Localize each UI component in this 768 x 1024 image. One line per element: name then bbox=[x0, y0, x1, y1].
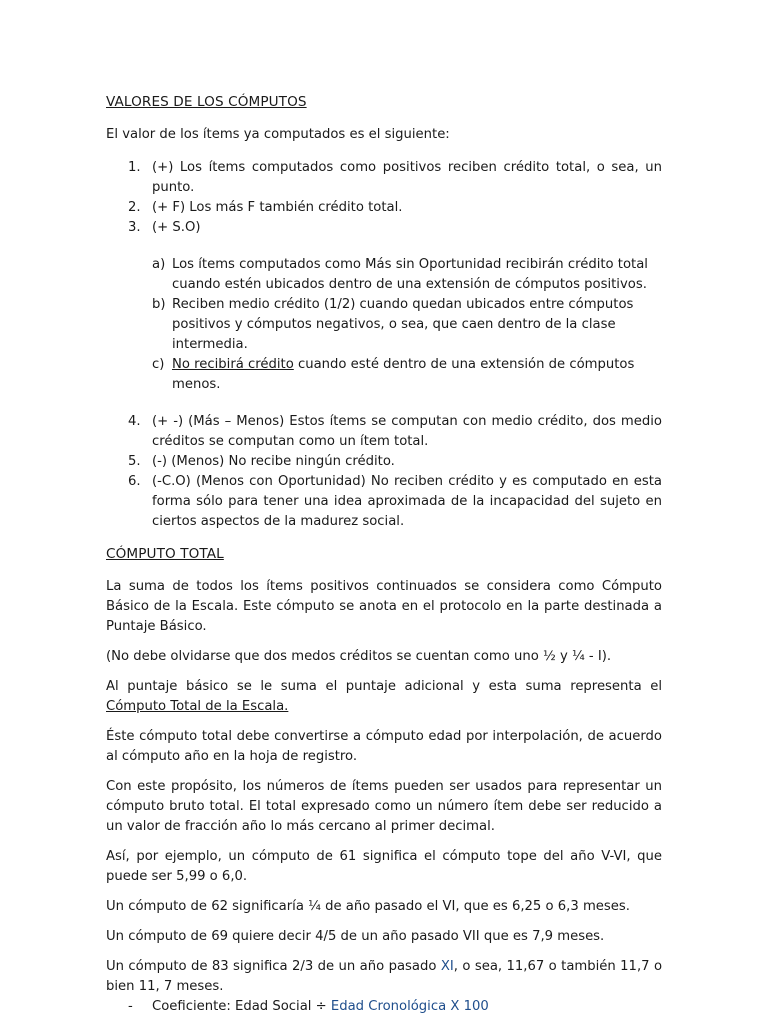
no-credit-underline: No recibirá crédito bbox=[172, 357, 294, 372]
values-list-continued bbox=[106, 412, 662, 532]
dash-bullet: - bbox=[128, 999, 133, 1014]
list-item: 1. (+) Los ítems computados como positivos reciben crédito total, o sea, un punto. bbox=[128, 160, 662, 195]
list-item: 5. (-) (Menos) No recibe ningún crédito. bbox=[128, 454, 395, 469]
formula-line: - Coeficiente: Edad Social ÷ Edad Cronológica X 100 bbox=[106, 997, 662, 1017]
paragraph: Un cómputo de 83 significa 2/3 de un año pasado XI, o sea, 11,67 o también 11,7 o bien 11, 7 meses. bbox=[106, 959, 663, 994]
paragraph: Un cómputo de 62 significaría ¼ de año pasado el VI, que es 6,25 o 6,3 meses. bbox=[106, 899, 630, 914]
list-item: 6. (-C.O) (Menos con Oportunidad) No reciben crédito y es computado en esta forma sólo para tener una idea aproximada de la incapacidad del sujeto en ciertos aspectos de la madurez social. bbox=[128, 474, 662, 529]
paragraph: Así, por ejemplo, un cómputo de 61 significa el cómputo tope del año V-VI, que puede ser 5,99 o 6,0. bbox=[106, 849, 662, 884]
paragraph: Al puntaje básico se le suma el puntaje adicional y esta suma representa el Cómputo Total de la Escala. bbox=[106, 679, 662, 714]
paragraph: (No debe olvidarse que dos medos créditos se cuentan como uno ½ y ¼ - I). bbox=[106, 649, 612, 664]
sub-list bbox=[106, 255, 662, 395]
computo-total-underline: Cómputo Total de la Escala. bbox=[106, 699, 289, 714]
list-item: c) No recibirá crédito cuando esté dentro de una extensión de cómputos menos. bbox=[152, 357, 635, 392]
intro-paragraph: El valor de los ítems ya computados es el siguiente: bbox=[106, 127, 450, 142]
document-page bbox=[106, 92, 662, 1017]
paragraph: Éste cómputo total debe convertirse a cómputo edad por interpolación, de acuerdo al cómputo año en la hoja de registro. bbox=[106, 729, 662, 764]
section-title-valores: VALORES DE LOS CÓMPUTOS bbox=[106, 94, 307, 110]
division-sign: ÷ bbox=[315, 999, 327, 1014]
list-item: 3. (+ S.O) bbox=[128, 220, 201, 235]
paragraph: Con este propósito, los números de ítems pueden ser usados para representar un cómputo bruto total. El total expresado como un número ítem debe ser reducido a un valor de fracción año lo más cercano al primer decimal. bbox=[106, 779, 662, 834]
list-item: 2. (+ F) Los más F también crédito total. bbox=[128, 200, 403, 215]
paragraph: Un cómputo de 69 quiere decir 4/5 de un año pasado VII que es 7,9 meses. bbox=[106, 929, 605, 944]
values-list bbox=[106, 158, 662, 238]
section-title-computo-total: CÓMPUTO TOTAL bbox=[106, 546, 224, 562]
list-item: 4. (+ -) (Más – Menos) Estos ítems se computan con medio crédito, dos medio créditos se computan como un ítem total. bbox=[128, 414, 662, 449]
times-sign: X bbox=[450, 999, 460, 1014]
list-item: b) Reciben medio crédito (1/2) cuando quedan ubicados entre cómputos positivos y cómputos negativos, o sea, que caen dentro de la clase intermedia. bbox=[152, 297, 634, 352]
list-item: a) Los ítems computados como Más sin Oportunidad recibirán crédito total cuando estén ubicados dentro de una extensión de cómputos positivos. bbox=[152, 257, 648, 292]
paragraph: La suma de todos los ítems positivos continuados se considera como Cómputo Básico de la Escala. Este cómputo se anota en el protocolo en la parte destinada a Puntaje Básico. bbox=[106, 579, 662, 634]
